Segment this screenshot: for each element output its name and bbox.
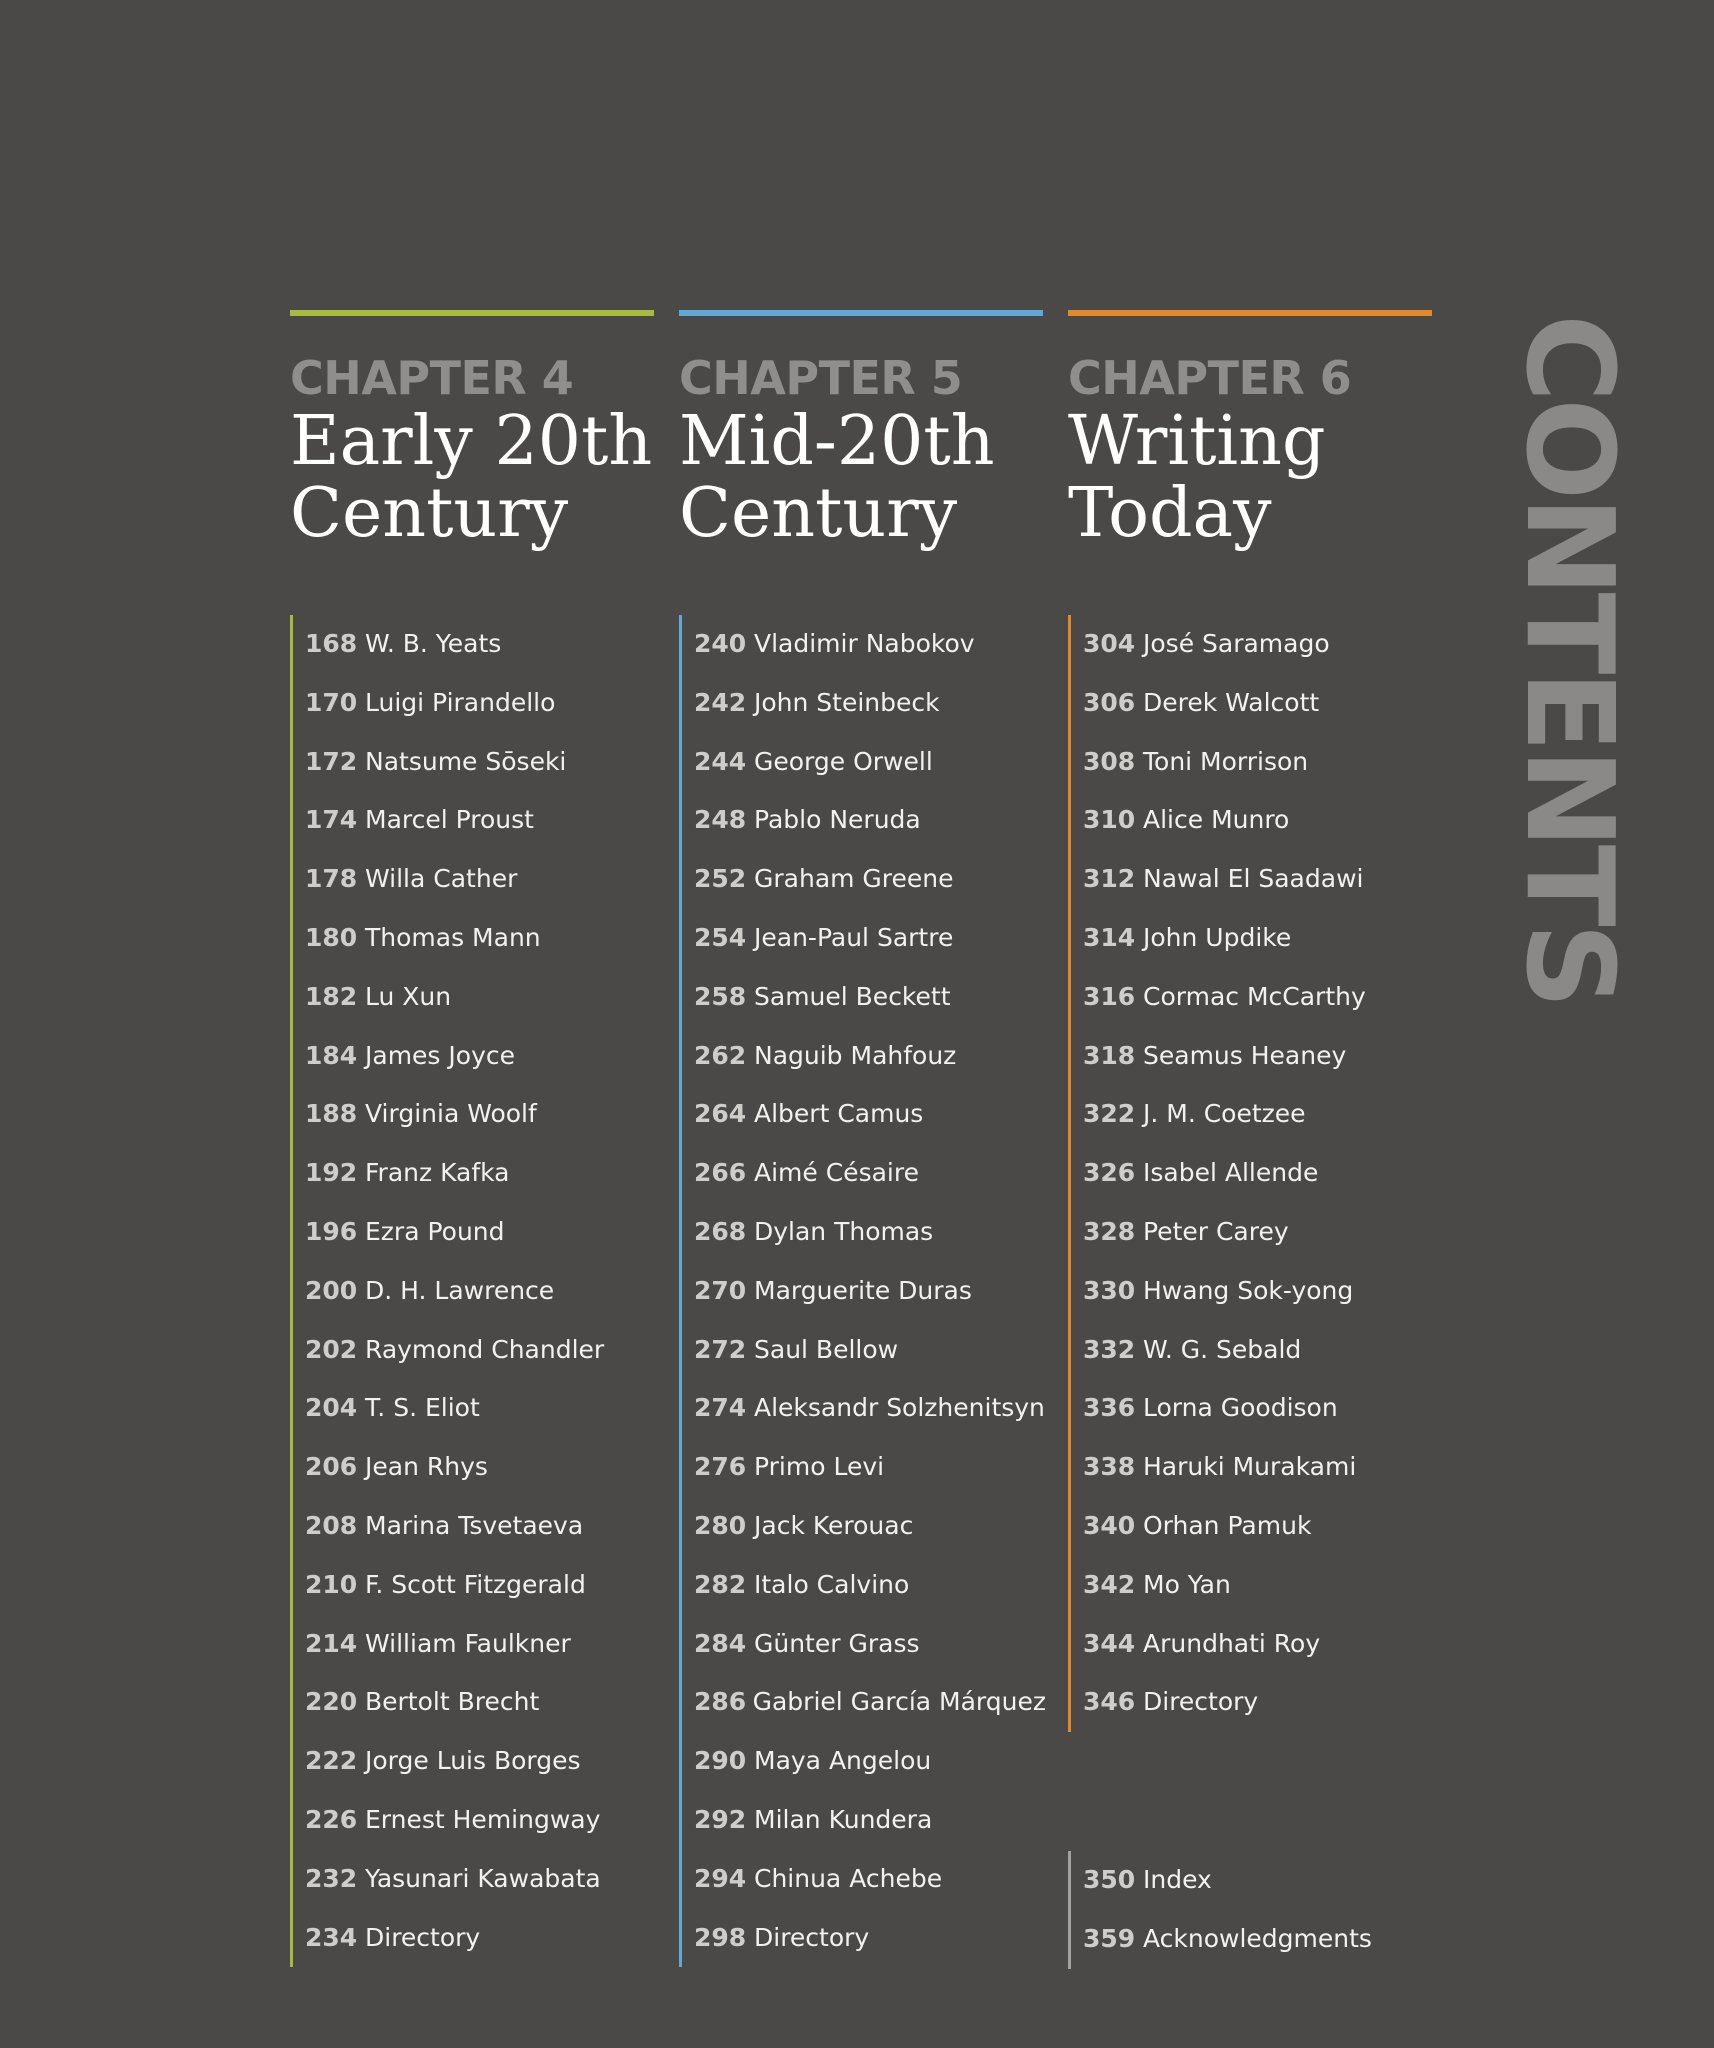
toc-page-number: 174 xyxy=(305,805,358,835)
toc-entry-title: Index xyxy=(1143,1865,1212,1894)
toc-page-number: 294 xyxy=(694,1863,747,1893)
toc-entry[interactable] xyxy=(1071,909,1435,968)
chapter-6-title xyxy=(1068,402,1432,553)
toc-entry[interactable] xyxy=(293,1673,657,1732)
toc-page-number: 188 xyxy=(305,1099,358,1129)
chapter-5-title xyxy=(679,402,1043,553)
toc-entry-title: Naguib Mahfouz xyxy=(754,1040,957,1070)
toc-page-number: 332 xyxy=(1083,1334,1136,1364)
chapter-6-entries xyxy=(1068,615,1435,1732)
chapter-6-title-line1: Writing xyxy=(1068,402,1326,481)
toc-entry[interactable] xyxy=(293,850,657,909)
chapter-6-title-line2: Today xyxy=(1068,474,1272,553)
toc-entry-title: Albert Camus xyxy=(754,1099,924,1129)
toc-entry-title: Alice Munro xyxy=(1143,805,1290,835)
toc-page-number: 240 xyxy=(694,629,747,658)
toc-entry-title: Luigi Pirandello xyxy=(365,687,556,717)
toc-page-number: 192 xyxy=(305,1158,358,1188)
toc-page-number: 200 xyxy=(305,1275,358,1305)
toc-page-number: 310 xyxy=(1083,805,1136,835)
toc-entry[interactable] xyxy=(682,1791,1046,1850)
toc-entry[interactable] xyxy=(682,791,1046,850)
toc-page-number: 326 xyxy=(1083,1158,1136,1188)
toc-entry[interactable] xyxy=(1071,1673,1435,1732)
toc-entry[interactable] xyxy=(293,1615,657,1674)
toc-page-number: 258 xyxy=(694,981,747,1011)
chapter-4-title xyxy=(290,402,654,553)
toc-entry[interactable] xyxy=(293,1085,657,1144)
toc-entry-title: Maya Angelou xyxy=(754,1746,932,1776)
toc-page-number: 304 xyxy=(1083,629,1136,658)
toc-entry[interactable] xyxy=(293,1379,657,1438)
toc-entry[interactable] xyxy=(293,1321,657,1380)
toc-entry[interactable] xyxy=(1071,850,1435,909)
toc-entry-title: Acknowledgments xyxy=(1143,1923,1372,1953)
toc-entry-title: Marguerite Duras xyxy=(754,1275,972,1305)
toc-page-number: 270 xyxy=(694,1275,747,1305)
toc-entry[interactable] xyxy=(293,1850,657,1909)
toc-page-number: 242 xyxy=(694,687,747,717)
toc-entry[interactable] xyxy=(1071,615,1435,674)
toc-page-number: 204 xyxy=(305,1393,358,1423)
toc-entry-title: William Faulkner xyxy=(365,1628,571,1658)
toc-entry[interactable] xyxy=(1071,1379,1435,1438)
toc-page-number: 314 xyxy=(1083,922,1136,952)
toc-entry-title: Franz Kafka xyxy=(365,1158,510,1188)
toc-entry-title: Isabel Allende xyxy=(1143,1158,1319,1188)
toc-entry[interactable] xyxy=(293,1438,657,1497)
toc-page-number: 262 xyxy=(694,1040,747,1070)
toc-page-number: 248 xyxy=(694,805,747,835)
toc-entry[interactable] xyxy=(682,1909,1046,1968)
toc-entry-title: John Steinbeck xyxy=(754,687,940,717)
toc-entry-title: W. G. Sebald xyxy=(1143,1334,1302,1364)
toc-entry[interactable] xyxy=(682,733,1046,792)
toc-entry-acknowledgments[interactable] xyxy=(1071,1910,1435,1969)
toc-entry[interactable] xyxy=(293,909,657,968)
toc-entry[interactable] xyxy=(682,1262,1046,1321)
toc-entry[interactable] xyxy=(293,1497,657,1556)
toc-entry[interactable] xyxy=(293,1262,657,1321)
toc-entry-title: Aimé Césaire xyxy=(754,1158,919,1188)
toc-page-number: 359 xyxy=(1083,1923,1136,1953)
toc-page-number: 284 xyxy=(694,1628,747,1658)
toc-page-number: 266 xyxy=(694,1158,747,1188)
toc-entry[interactable] xyxy=(1071,968,1435,1027)
toc-page-number: 308 xyxy=(1083,746,1136,776)
toc-page-number: 340 xyxy=(1083,1510,1136,1540)
toc-entry-title: Ezra Pound xyxy=(365,1216,505,1246)
toc-page-number: 172 xyxy=(305,746,358,776)
toc-entry-title: Aleksandr Solzhenitsyn xyxy=(754,1393,1045,1423)
toc-entry-title: T. S. Eliot xyxy=(365,1393,480,1423)
toc-page-number: 232 xyxy=(305,1863,358,1893)
toc-entry[interactable] xyxy=(682,1615,1046,1674)
toc-entry-title: James Joyce xyxy=(365,1040,515,1070)
toc-entry[interactable] xyxy=(1071,733,1435,792)
toc-entry[interactable] xyxy=(1071,1144,1435,1203)
toc-entry[interactable] xyxy=(293,1027,657,1086)
chapter-5-entries xyxy=(679,615,1046,1967)
chapter-4-label: CHAPTER 4 xyxy=(290,351,574,405)
toc-entry[interactable] xyxy=(1071,1497,1435,1556)
toc-entry-title: Gabriel García Márquez xyxy=(752,1687,1046,1717)
toc-entry-title: D. H. Lawrence xyxy=(365,1275,555,1305)
toc-page-number: 252 xyxy=(694,864,747,894)
toc-entry[interactable] xyxy=(682,1321,1046,1380)
toc-page-number: 338 xyxy=(1083,1452,1136,1482)
toc-entry[interactable] xyxy=(1071,1203,1435,1262)
toc-entry[interactable] xyxy=(1071,1321,1435,1380)
chapter-6-label: CHAPTER 6 xyxy=(1068,351,1352,405)
toc-page-number: 322 xyxy=(1083,1099,1136,1129)
toc-page-number: 290 xyxy=(694,1746,747,1776)
chapter-6-rule xyxy=(1068,310,1432,316)
toc-entry-title: Virginia Woolf xyxy=(365,1099,537,1129)
toc-entry-title: Arundhati Roy xyxy=(1143,1628,1321,1658)
toc-entry-title: Vladimir Nabokov xyxy=(754,629,975,658)
toc-page-number: 298 xyxy=(694,1922,747,1952)
toc-entry[interactable] xyxy=(682,1673,1046,1732)
toc-entry[interactable] xyxy=(682,1732,1046,1791)
toc-entry[interactable] xyxy=(682,968,1046,1027)
toc-entry[interactable] xyxy=(293,615,657,674)
contents-side-title xyxy=(1499,314,1638,1006)
toc-entry-title: Jean-Paul Sartre xyxy=(754,922,954,952)
toc-entry-title: Thomas Mann xyxy=(365,922,541,952)
toc-entry-title: Seamus Heaney xyxy=(1143,1040,1347,1070)
toc-entry[interactable] xyxy=(1071,1085,1435,1144)
toc-page-number: 272 xyxy=(694,1334,747,1364)
toc-entry[interactable] xyxy=(682,674,1046,733)
toc-entry[interactable] xyxy=(1071,1262,1435,1321)
toc-entry-title: Graham Greene xyxy=(754,864,954,894)
chapter-5-title-line2: Century xyxy=(679,474,958,553)
toc-entry[interactable] xyxy=(682,1556,1046,1615)
toc-entry-title: Chinua Achebe xyxy=(754,1863,943,1893)
toc-page-number: 214 xyxy=(305,1628,358,1658)
toc-page-number: 268 xyxy=(694,1216,747,1246)
toc-page-number: 318 xyxy=(1083,1040,1136,1070)
contents-side-title-text: CONTENTS xyxy=(1499,314,1638,1006)
toc-entry-title: Willa Cather xyxy=(365,864,518,894)
toc-entry[interactable] xyxy=(682,1085,1046,1144)
toc-page-number: 184 xyxy=(305,1040,358,1070)
toc-page-number: 286 xyxy=(694,1687,747,1717)
toc-page-number: 206 xyxy=(305,1452,358,1482)
toc-page-number: 244 xyxy=(694,746,747,776)
toc-entry[interactable] xyxy=(293,1791,657,1850)
toc-entry-title: José Saramago xyxy=(1143,629,1330,658)
toc-entry-title: F. Scott Fitzgerald xyxy=(365,1569,586,1599)
toc-entry-title: Mo Yan xyxy=(1143,1569,1231,1599)
toc-page-number: 336 xyxy=(1083,1393,1136,1423)
toc-entry-title: Marcel Proust xyxy=(365,805,534,835)
toc-entry[interactable] xyxy=(1071,791,1435,850)
toc-page-number: 342 xyxy=(1083,1569,1136,1599)
toc-entry-title: Dylan Thomas xyxy=(754,1216,934,1246)
toc-entry-title: Derek Walcott xyxy=(1143,687,1320,717)
toc-page-number: 168 xyxy=(305,629,358,658)
toc-entry-title: Directory xyxy=(754,1922,870,1952)
chapter-4-column xyxy=(290,310,654,1952)
toc-page-number: 306 xyxy=(1083,687,1136,717)
toc-page-number: 330 xyxy=(1083,1275,1136,1305)
toc-entry[interactable] xyxy=(293,1203,657,1262)
chapter-6-column xyxy=(1068,310,1432,1717)
toc-entry-title: W. B. Yeats xyxy=(365,629,502,658)
toc-entry[interactable] xyxy=(293,1732,657,1791)
toc-entry[interactable] xyxy=(682,1203,1046,1262)
toc-entry-title: Pablo Neruda xyxy=(754,805,921,835)
toc-entry-title: Orhan Pamuk xyxy=(1143,1510,1312,1540)
toc-entry[interactable] xyxy=(682,1497,1046,1556)
chapter-4-title-line1: Early 20th xyxy=(290,402,653,481)
toc-entry-title: Jorge Luis Borges xyxy=(365,1746,581,1776)
toc-entry[interactable] xyxy=(1071,1027,1435,1086)
toc-entry[interactable] xyxy=(1071,1615,1435,1674)
toc-entry-title: Raymond Chandler xyxy=(365,1334,605,1364)
toc-entry-title: Samuel Beckett xyxy=(754,981,951,1011)
toc-page-number: 182 xyxy=(305,981,358,1011)
toc-entry[interactable] xyxy=(1071,674,1435,733)
toc-page-number: 220 xyxy=(305,1687,358,1717)
chapter-5-column xyxy=(679,310,1046,1952)
toc-entry[interactable] xyxy=(293,968,657,1027)
toc-page-number: 202 xyxy=(305,1334,358,1364)
toc-entry-title: Lorna Goodison xyxy=(1143,1393,1338,1423)
toc-entry[interactable] xyxy=(682,1438,1046,1497)
toc-entry-title: Toni Morrison xyxy=(1143,746,1309,776)
toc-entry-title: Nawal El Saadawi xyxy=(1143,864,1364,894)
toc-page-number: 312 xyxy=(1083,864,1136,894)
toc-entry[interactable] xyxy=(293,791,657,850)
toc-page-number: 350 xyxy=(1083,1865,1136,1894)
toc-entry[interactable] xyxy=(682,1850,1046,1909)
chapter-4-rule xyxy=(290,310,654,316)
toc-page-number: 234 xyxy=(305,1922,358,1952)
toc-page-number: 292 xyxy=(694,1804,747,1834)
toc-entry[interactable] xyxy=(682,909,1046,968)
toc-page-number: 346 xyxy=(1083,1687,1136,1717)
toc-page-number: 180 xyxy=(305,922,358,952)
toc-entry-title: John Updike xyxy=(1143,922,1292,952)
toc-entry[interactable] xyxy=(1071,1438,1435,1497)
toc-page-number: 178 xyxy=(305,864,358,894)
toc-page-number: 208 xyxy=(305,1510,358,1540)
toc-entry-title: Natsume Sōseki xyxy=(365,746,567,776)
toc-entry-title: Bertolt Brecht xyxy=(365,1687,540,1717)
toc-entry-title: J. M. Coetzee xyxy=(1143,1099,1306,1129)
chapter-5-rule xyxy=(679,310,1043,316)
toc-entry[interactable] xyxy=(293,674,657,733)
toc-entry-title: Cormac McCarthy xyxy=(1143,981,1366,1011)
toc-entry-title: Saul Bellow xyxy=(754,1334,899,1364)
toc-entry[interactable] xyxy=(682,1379,1046,1438)
toc-entry-title: Günter Grass xyxy=(754,1628,920,1658)
toc-page-number: 276 xyxy=(694,1452,747,1482)
toc-entry-title: Peter Carey xyxy=(1143,1216,1289,1246)
toc-page-number: 196 xyxy=(305,1216,358,1246)
toc-entry-title: George Orwell xyxy=(754,746,933,776)
toc-page-number: 254 xyxy=(694,922,747,952)
toc-page-number: 282 xyxy=(694,1569,747,1599)
toc-page-number: 170 xyxy=(305,687,358,717)
toc-entry-title: Jack Kerouac xyxy=(754,1510,914,1540)
toc-entry-title: Directory xyxy=(365,1922,481,1952)
toc-entry-title: Jean Rhys xyxy=(365,1452,488,1482)
toc-page-number: 264 xyxy=(694,1099,747,1129)
chapter-5-label: CHAPTER 5 xyxy=(679,351,963,405)
toc-entry[interactable] xyxy=(293,1909,657,1968)
toc-entry-title: Italo Calvino xyxy=(754,1569,910,1599)
chapter-4-entries xyxy=(290,615,657,1967)
toc-entry-index[interactable] xyxy=(1071,1851,1435,1910)
toc-page-number: 222 xyxy=(305,1746,358,1776)
toc-entry-title: Haruki Murakami xyxy=(1143,1452,1357,1482)
toc-entry-title: Primo Levi xyxy=(754,1452,885,1482)
toc-entry-title: Yasunari Kawabata xyxy=(365,1863,601,1893)
toc-entry[interactable] xyxy=(682,1144,1046,1203)
toc-entry-title: Ernest Hemingway xyxy=(365,1804,601,1834)
toc-page-number: 316 xyxy=(1083,981,1136,1011)
toc-entry-title: Lu Xun xyxy=(365,981,452,1011)
toc-page-number: 328 xyxy=(1083,1216,1136,1246)
toc-page-number: 280 xyxy=(694,1510,747,1540)
toc-entry[interactable] xyxy=(682,850,1046,909)
toc-entry[interactable] xyxy=(293,733,657,792)
chapter-5-title-line1: Mid-20th xyxy=(679,402,995,481)
toc-entry[interactable] xyxy=(1071,1556,1435,1615)
toc-entry[interactable] xyxy=(682,615,1046,674)
toc-entry-title: Milan Kundera xyxy=(754,1804,933,1834)
toc-entry-title: Marina Tsvetaeva xyxy=(365,1510,584,1540)
toc-page-number: 226 xyxy=(305,1804,358,1834)
toc-page-number: 274 xyxy=(694,1393,747,1423)
back-matter-entries xyxy=(1068,1851,1435,1969)
toc-page-number: 210 xyxy=(305,1569,358,1599)
toc-entry[interactable] xyxy=(682,1027,1046,1086)
toc-entry[interactable] xyxy=(293,1144,657,1203)
toc-page-number: 344 xyxy=(1083,1628,1136,1658)
toc-entry[interactable] xyxy=(293,1556,657,1615)
toc-entry-title: Directory xyxy=(1143,1687,1259,1717)
chapter-4-title-line2: Century xyxy=(290,474,569,553)
toc-entry-title: Hwang Sok-yong xyxy=(1143,1275,1354,1305)
